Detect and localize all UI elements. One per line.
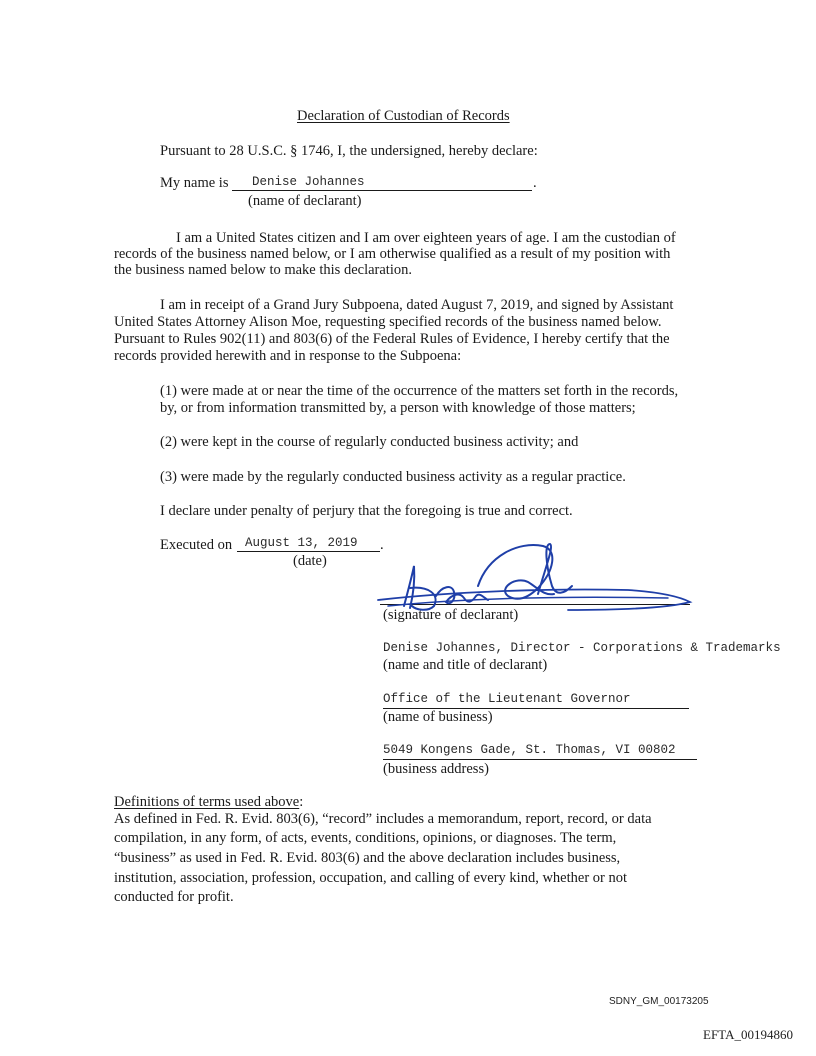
name-title-field: Denise Johannes, Director - Corporations & Trademarks	[383, 641, 781, 655]
perjury-declaration: I declare under penalty of perjury that the foregoing is true and correct.	[160, 503, 573, 519]
item3: (3) were made by the regularly conducted business activity as a regular practice.	[160, 469, 626, 485]
definitions-heading: Definitions of terms used above	[114, 794, 300, 810]
definitions-colon: :	[299, 794, 304, 810]
para2-line4: records provided herewith and in response to the Subpoena:	[114, 348, 462, 364]
declarant-name-field: Denise Johannes	[232, 175, 532, 191]
business-address-field: 5049 Kongens Gade, St. Thomas, VI 00802	[383, 743, 697, 760]
bates-number: SDNY_GM_00173205	[609, 996, 709, 1007]
definitions-line4: institution, association, profession, occupation, and calling of every kind, whether or not	[114, 870, 628, 886]
item1-line1: (1) were made at or near the time of the occurrence of the matters set forth in the records,	[160, 383, 679, 399]
handwritten-signature	[368, 536, 698, 616]
business-address-caption: (business address)	[383, 761, 489, 777]
date-caption: (date)	[293, 553, 327, 569]
executed-date-field: August 13, 2019	[237, 536, 380, 552]
intro-statement: Pursuant to 28 U.S.C. § 1746, I, the undersigned, hereby declare:	[160, 143, 538, 159]
para2-line1: I am in receipt of a Grand Jury Subpoena, dated August 7, 2019, and signed by Assistant	[160, 297, 674, 313]
item2: (2) were kept in the course of regularly conducted business activity; and	[160, 434, 579, 450]
executed-prefix: Executed on	[160, 537, 233, 553]
para2-line3: Pursuant to Rules 902(11) and 803(6) of the Federal Rules of Evidence, I hereby certify that the	[114, 331, 670, 347]
name-caption: (name of declarant)	[248, 193, 362, 209]
name-period: .	[533, 175, 537, 191]
item1-line2: by, or from information transmitted by, a person with knowledge of those matters;	[160, 400, 636, 416]
definitions-line3: “business” as used in Fed. R. Evid. 803(6) and the above declaration includes business,	[114, 850, 621, 866]
para1-line2: records of the business named below, or I am otherwise qualified as a result of my position with	[114, 246, 671, 262]
name-prefix: My name is	[160, 175, 229, 191]
executed-period: .	[380, 537, 384, 553]
definitions-heading-row	[114, 794, 303, 811]
efta-number: EFTA_00194860	[703, 1027, 793, 1042]
signature-caption: (signature of declarant)	[383, 607, 519, 623]
business-name-caption: (name of business)	[383, 709, 493, 725]
para2-line2: United States Attorney Alison Moe, requesting specified records of the business named below.	[114, 314, 662, 330]
name-title-caption: (name and title of declarant)	[383, 657, 548, 673]
definitions-line2: compilation, in any form, of acts, events, conditions, opinions, or diagnoses. The term,	[114, 830, 617, 846]
para1-line1: I am a United States citizen and I am over eighteen years of age. I am the custodian of	[176, 230, 676, 246]
document-title: Declaration of Custodian of Records	[297, 108, 510, 124]
definitions-line1: As defined in Fed. R. Evid. 803(6), “record” includes a memorandum, report, record, or data	[114, 811, 652, 827]
definitions-line5: conducted for profit.	[114, 889, 234, 905]
para1-line3: the business named below to make this declaration.	[114, 262, 412, 278]
business-name-field: Office of the Lieutenant Governor	[383, 692, 689, 709]
